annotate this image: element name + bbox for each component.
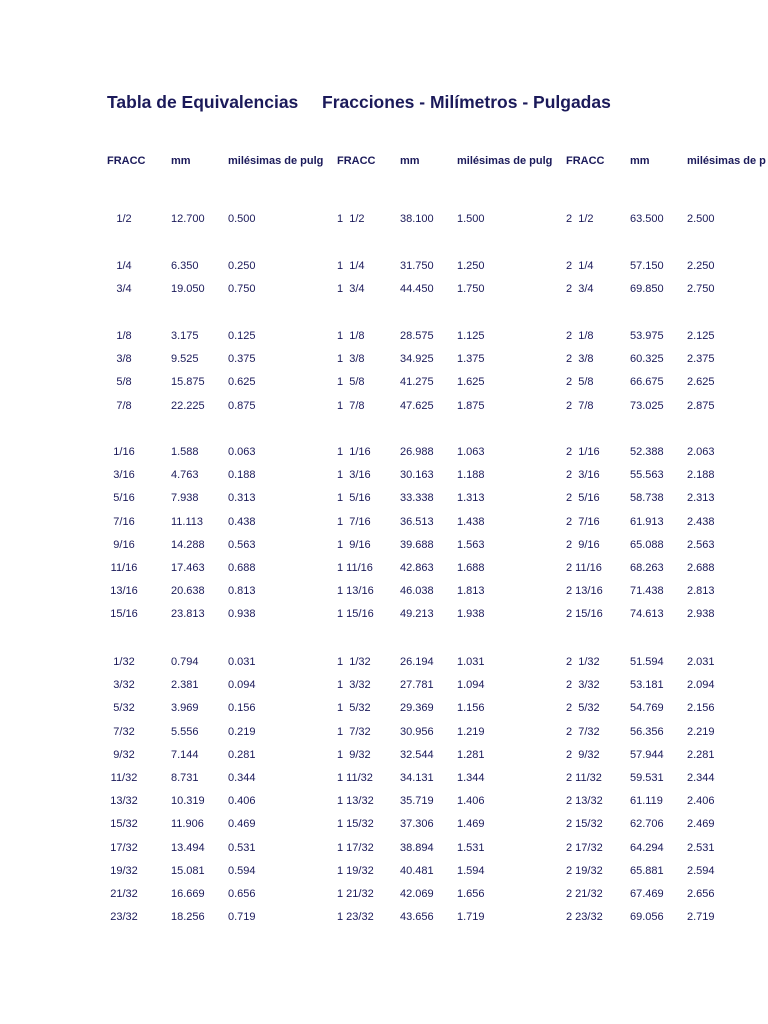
mm-cell: 53.181 [630,679,664,692]
fraction-cell: 2 15/32 [566,818,603,831]
mm-cell: 31.750 [400,260,434,272]
milesimas-cell: 0.281 [228,748,256,761]
mm-cell: 74.613 [630,608,664,621]
mm-cell: 49.213 [400,608,434,621]
mm-cell: 41.275 [400,376,434,389]
fraction-cell: 2 1/8 [566,330,594,342]
milesimas-cell: 1.406 [457,795,485,808]
header-milesimas: milésimas de pulg [457,155,553,167]
fraction-cell: 2 7/32 [566,725,600,738]
fraction-cell: 2 5/8 [566,376,594,389]
milesimas-cell: 1.125 [457,330,485,342]
milesimas-cell: 0.531 [228,841,256,854]
header-mm: mm [630,155,650,167]
document-subtitle: Fracciones - Milímetros - Pulgadas [322,92,611,112]
fraction-cell: 1/16 [113,446,135,458]
mm-cell: 63.500 [630,213,664,225]
milesimas-cell: 1.313 [457,492,485,505]
milesimas-cell: 2.156 [687,702,715,715]
fraction-cell: 1 17/32 [337,841,374,854]
milesimas-cell: 1.281 [457,748,485,761]
milesimas-cell: 1.531 [457,841,485,854]
mm-cell: 71.438 [630,585,664,598]
fraction-cell: 21/32 [110,888,138,900]
milesimas-cell: 0.625 [228,376,256,389]
mm-cell: 14.288 [171,538,205,551]
milesimas-cell: 1.625 [457,376,485,389]
fraction-cell: 2 5/16 [566,492,600,505]
document-title: Tabla de Equivalencias [107,92,299,112]
milesimas-cell: 2.875 [687,399,715,412]
mm-cell: 36.513 [400,515,434,528]
milesimas-cell: 0.813 [228,585,256,598]
mm-cell: 40.481 [400,864,434,877]
mm-cell: 30.163 [400,469,434,482]
fraction-cell: 11/16 [110,562,138,574]
mm-cell: 65.881 [630,864,664,877]
milesimas-cell: 1.156 [457,702,485,715]
milesimas-cell: 1.344 [457,772,485,784]
fraction-cell: 1 9/32 [337,748,371,761]
fraction-cell: 13/16 [110,585,138,598]
header-milesimas: milésimas de p [687,155,766,167]
fraction-cell: 1 1/16 [337,446,371,458]
milesimas-cell: 2.469 [687,818,715,831]
mm-cell: 52.388 [630,446,664,458]
milesimas-cell: 1.188 [457,469,485,482]
mm-cell: 60.325 [630,353,664,366]
mm-cell: 51.594 [630,656,664,668]
mm-cell: 35.719 [400,795,434,808]
milesimas-cell: 2.938 [687,608,715,621]
mm-cell: 26.194 [400,656,434,668]
fraction-cell: 1 19/32 [337,864,374,877]
mm-cell: 44.450 [400,283,434,296]
fraction-cell: 1 11/16 [337,562,373,574]
milesimas-cell: 1.875 [457,399,485,412]
fraction-cell: 5/16 [113,492,135,505]
mm-cell: 57.150 [630,260,664,272]
mm-cell: 42.069 [400,888,434,900]
mm-cell: 34.131 [400,772,434,784]
mm-cell: 5.556 [171,725,199,738]
fraction-cell: 1 21/32 [337,888,374,900]
fraction-cell: 3/32 [113,679,135,692]
milesimas-cell: 2.375 [687,353,715,366]
milesimas-cell: 0.719 [228,911,256,924]
fraction-cell: 2 9/32 [566,748,600,761]
fraction-cell: 1 3/4 [337,283,365,296]
fraction-cell: 5/32 [113,702,135,715]
mm-cell: 38.100 [400,213,434,225]
milesimas-cell: 2.281 [687,748,715,761]
fraction-cell: 2 3/16 [566,469,600,482]
mm-cell: 73.025 [630,399,664,412]
header-fracc: FRACC [566,155,605,167]
milesimas-cell: 1.750 [457,283,485,296]
mm-cell: 13.494 [171,841,205,854]
mm-cell: 65.088 [630,538,664,551]
milesimas-cell: 2.063 [687,446,715,458]
milesimas-cell: 0.750 [228,283,256,296]
mm-cell: 68.263 [630,562,664,574]
mm-cell: 55.563 [630,469,664,482]
mm-cell: 38.894 [400,841,434,854]
fraction-cell: 15/16 [110,608,138,621]
milesimas-cell: 0.875 [228,399,256,412]
milesimas-cell: 2.719 [687,911,715,924]
fraction-cell: 7/32 [113,725,135,738]
mm-cell: 20.638 [171,585,205,598]
milesimas-cell: 2.813 [687,585,715,598]
milesimas-cell: 1.438 [457,515,485,528]
milesimas-cell: 1.594 [457,864,485,877]
fraction-cell: 19/32 [110,864,138,877]
milesimas-cell: 0.250 [228,260,256,272]
milesimas-cell: 1.563 [457,538,485,551]
milesimas-cell: 0.469 [228,818,256,831]
fraction-cell: 1 13/32 [337,795,374,808]
fraction-cell: 2 21/32 [566,888,603,900]
fraction-cell: 9/16 [113,538,135,551]
fraction-cell: 1/8 [116,330,132,342]
milesimas-cell: 2.406 [687,795,715,808]
fraction-cell: 1 7/8 [337,399,365,412]
mm-cell: 16.669 [171,888,205,900]
milesimas-cell: 2.531 [687,841,715,854]
milesimas-cell: 2.094 [687,679,715,692]
mm-cell: 1.588 [171,446,199,458]
fraction-cell: 1 7/32 [337,725,371,738]
mm-cell: 56.356 [630,725,664,738]
milesimas-cell: 1.031 [457,656,485,668]
milesimas-cell: 0.688 [228,562,256,574]
fraction-cell: 1 3/16 [337,469,371,482]
header-milesimas: milésimas de pulg [228,155,324,167]
mm-cell: 61.119 [630,795,663,808]
milesimas-cell: 2.125 [687,330,715,342]
fraction-cell: 13/32 [110,795,138,808]
mm-cell: 23.813 [171,608,205,621]
mm-cell: 6.350 [171,260,199,272]
mm-cell: 28.575 [400,330,434,342]
fraction-cell: 2 11/32 [566,772,602,784]
fraction-cell: 1 5/32 [337,702,371,715]
fraction-cell: 2 5/32 [566,702,600,715]
fraction-cell: 1/2 [116,213,132,225]
mm-cell: 64.294 [630,841,664,854]
milesimas-cell: 0.313 [228,492,256,505]
fraction-cell: 1 3/32 [337,679,371,692]
fraction-cell: 1 15/32 [337,818,374,831]
fraction-cell: 1 5/8 [337,376,365,389]
fraction-cell: 2 7/16 [566,515,600,528]
milesimas-cell: 1.469 [457,818,485,831]
fraction-cell: 2 13/32 [566,795,603,808]
fraction-cell: 11/32 [110,772,138,784]
milesimas-cell: 2.344 [687,772,715,784]
milesimas-cell: 0.031 [228,656,256,668]
fraction-cell: 2 3/8 [566,353,594,366]
fraction-cell: 1 15/16 [337,608,374,621]
fraction-cell: 2 1/2 [566,213,594,225]
fraction-cell: 1 1/4 [337,260,365,272]
mm-cell: 53.975 [630,330,664,342]
mm-cell: 46.038 [400,585,434,598]
mm-cell: 27.781 [400,679,434,692]
milesimas-cell: 0.156 [228,702,256,715]
fraction-cell: 1 1/2 [337,213,365,225]
mm-cell: 30.956 [400,725,434,738]
mm-cell: 47.625 [400,399,434,412]
mm-cell: 3.969 [171,702,199,715]
milesimas-cell: 1.688 [457,562,485,574]
milesimas-cell: 0.406 [228,795,256,808]
fraction-cell: 1 1/8 [337,330,365,342]
fraction-cell: 17/32 [110,841,138,854]
milesimas-cell: 1.938 [457,608,485,621]
mm-cell: 7.938 [171,492,199,505]
milesimas-cell: 0.219 [228,725,256,738]
fraction-cell: 7/8 [116,399,132,412]
mm-cell: 43.656 [400,911,434,924]
milesimas-cell: 2.563 [687,538,715,551]
mm-cell: 26.988 [400,446,434,458]
mm-cell: 0.794 [171,656,199,668]
milesimas-cell: 0.938 [228,608,256,621]
milesimas-cell: 0.500 [228,213,256,225]
mm-cell: 29.369 [400,702,434,715]
fraction-cell: 2 3/4 [566,283,594,296]
mm-cell: 57.944 [630,748,664,761]
mm-cell: 34.925 [400,353,434,366]
fraction-cell: 2 17/32 [566,841,603,854]
milesimas-cell: 2.625 [687,376,715,389]
fraction-cell: 1/4 [116,260,132,272]
fraction-cell: 2 1/16 [566,446,600,458]
fraction-cell: 7/16 [113,515,135,528]
fraction-cell: 3/16 [113,469,135,482]
mm-cell: 54.769 [630,702,664,715]
fraction-cell: 1 11/32 [337,772,373,784]
milesimas-cell: 1.719 [457,911,485,924]
fraction-cell: 2 23/32 [566,911,603,924]
mm-cell: 69.850 [630,283,664,296]
milesimas-cell: 2.594 [687,864,715,877]
mm-cell: 4.763 [171,469,199,482]
mm-cell: 32.544 [400,748,434,761]
mm-cell: 69.056 [630,911,664,924]
fraction-cell: 2 7/8 [566,399,594,412]
mm-cell: 18.256 [171,911,205,924]
fraction-cell: 1 7/16 [337,515,371,528]
milesimas-cell: 1.813 [457,585,485,598]
mm-cell: 61.913 [630,515,664,528]
milesimas-cell: 0.375 [228,353,256,366]
milesimas-cell: 0.344 [228,772,256,784]
milesimas-cell: 0.063 [228,446,256,458]
milesimas-cell: 0.188 [228,469,256,482]
mm-cell: 3.175 [171,330,199,342]
fraction-cell: 3/8 [116,353,132,366]
mm-cell: 33.338 [400,492,434,505]
mm-cell: 15.875 [171,376,205,389]
mm-cell: 11.906 [171,818,204,831]
mm-cell: 42.863 [400,562,434,574]
milesimas-cell: 1.375 [457,353,485,366]
header-mm: mm [400,155,420,167]
milesimas-cell: 2.500 [687,213,715,225]
fraction-cell: 1 3/8 [337,353,365,366]
mm-cell: 58.738 [630,492,664,505]
fraction-cell: 5/8 [116,376,132,389]
mm-cell: 62.706 [630,818,664,831]
mm-cell: 12.700 [171,213,205,225]
fraction-cell: 2 15/16 [566,608,603,621]
fraction-cell: 2 3/32 [566,679,600,692]
mm-cell: 39.688 [400,538,434,551]
mm-cell: 2.381 [171,679,199,692]
fraction-cell: 2 11/16 [566,562,602,574]
milesimas-cell: 2.219 [687,725,715,738]
fraction-cell: 23/32 [110,911,138,924]
milesimas-cell: 0.656 [228,888,256,900]
milesimas-cell: 1.250 [457,260,485,272]
milesimas-cell: 1.219 [457,725,485,738]
mm-cell: 17.463 [171,562,205,574]
milesimas-cell: 0.094 [228,679,256,692]
mm-cell: 22.225 [171,399,205,412]
milesimas-cell: 1.656 [457,888,485,900]
fraction-cell: 2 9/16 [566,538,600,551]
fraction-cell: 2 1/4 [566,260,594,272]
milesimas-cell: 2.313 [687,492,715,505]
milesimas-cell: 0.125 [228,330,256,342]
milesimas-cell: 2.250 [687,260,715,272]
milesimas-cell: 0.438 [228,515,256,528]
milesimas-cell: 1.063 [457,446,485,458]
fraction-cell: 15/32 [110,818,138,831]
mm-cell: 37.306 [400,818,434,831]
header-mm: mm [171,155,191,167]
mm-cell: 10.319 [171,795,205,808]
fraction-cell: 1 9/16 [337,538,371,551]
milesimas-cell: 0.563 [228,538,256,551]
milesimas-cell: 1.094 [457,679,485,692]
header-fracc: FRACC [337,155,376,167]
milesimas-cell: 0.594 [228,864,256,877]
mm-cell: 7.144 [171,748,199,761]
fraction-cell: 3/4 [116,283,132,296]
milesimas-cell: 1.500 [457,213,485,225]
mm-cell: 9.525 [171,353,199,366]
mm-cell: 59.531 [630,772,664,784]
fraction-cell: 1 5/16 [337,492,371,505]
fraction-cell: 2 19/32 [566,864,603,877]
fraction-cell: 1 13/16 [337,585,374,598]
header-fracc: FRACC [107,155,146,167]
mm-cell: 8.731 [171,772,199,784]
milesimas-cell: 2.656 [687,888,715,900]
mm-cell: 66.675 [630,376,664,389]
mm-cell: 67.469 [630,888,664,900]
fraction-cell: 1/32 [113,656,135,668]
milesimas-cell: 2.031 [687,656,715,668]
milesimas-cell: 2.750 [687,283,715,296]
fraction-cell: 9/32 [113,748,135,761]
mm-cell: 15.081 [171,864,205,877]
milesimas-cell: 2.438 [687,515,715,528]
mm-cell: 11.113 [171,515,204,528]
mm-cell: 19.050 [171,283,205,296]
milesimas-cell: 2.688 [687,562,715,574]
milesimas-cell: 2.188 [687,469,715,482]
fraction-cell: 1 1/32 [337,656,371,668]
fraction-cell: 2 13/16 [566,585,603,598]
fraction-cell: 1 23/32 [337,911,374,924]
fraction-cell: 2 1/32 [566,656,600,668]
